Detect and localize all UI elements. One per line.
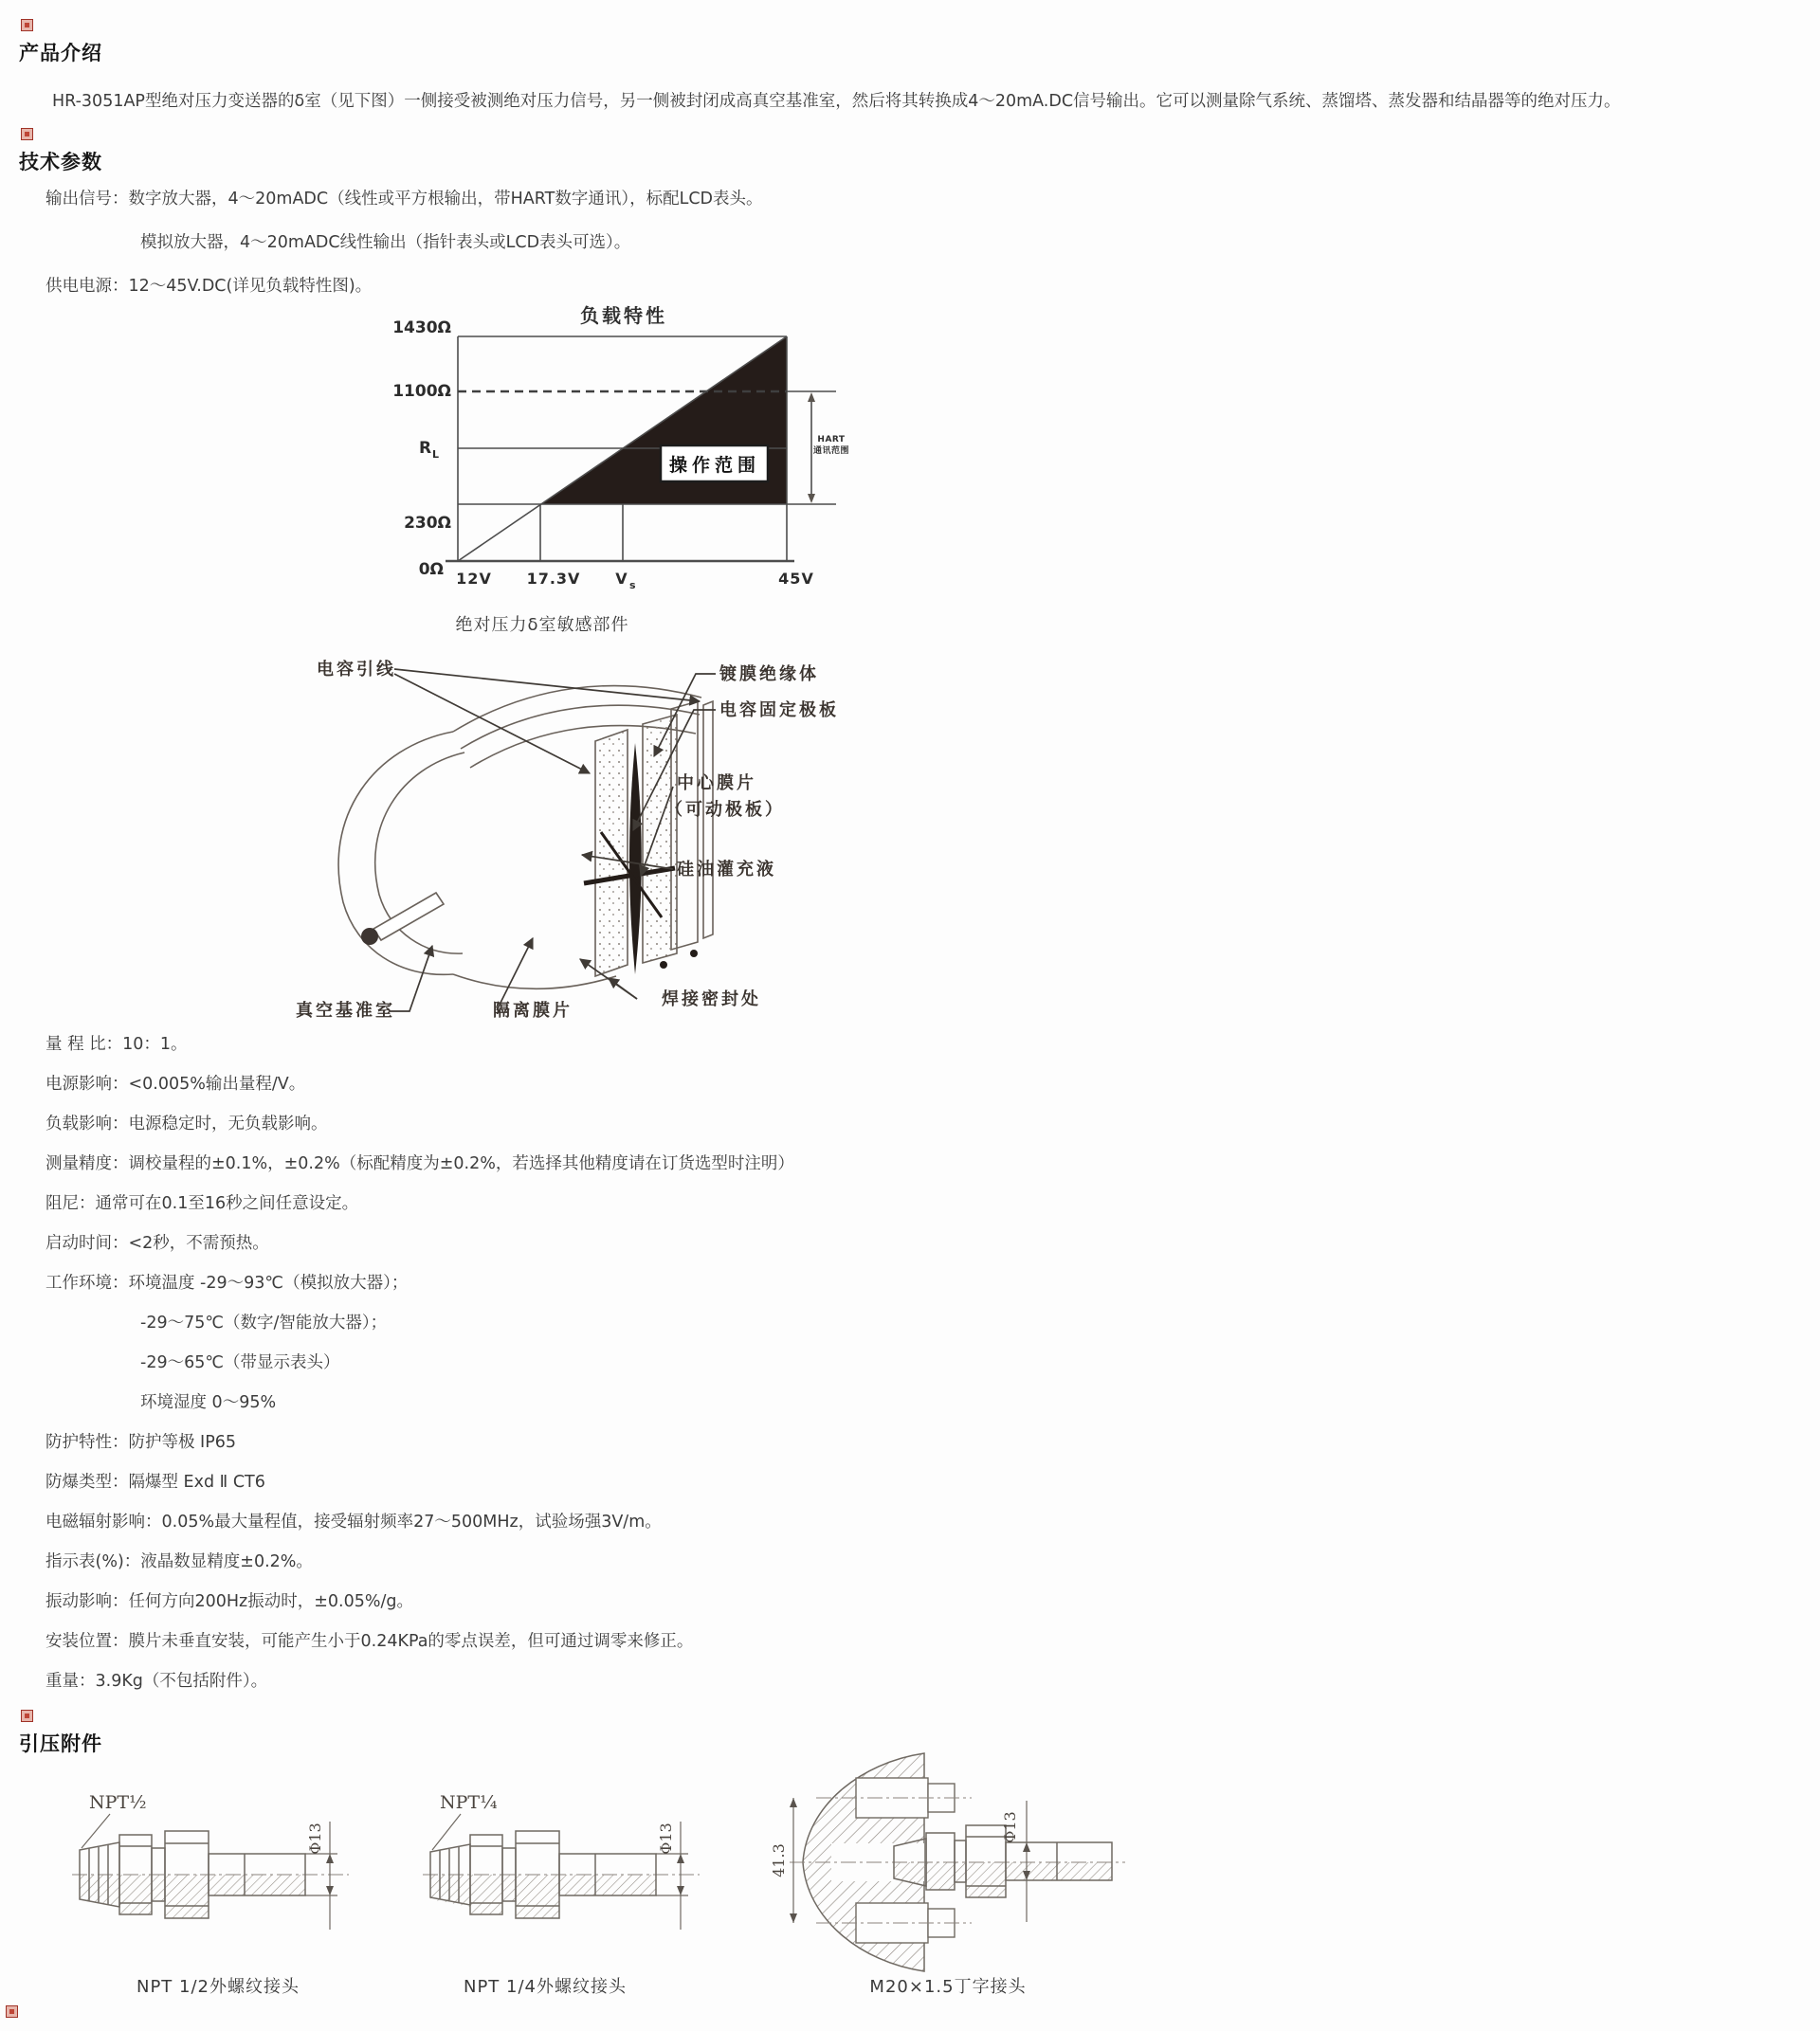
stem-tip xyxy=(361,928,378,945)
spec-line: 电源影响：<0.005%输出量程/V。 xyxy=(46,1075,306,1094)
fitting-drawing-npt14 xyxy=(417,1780,711,1965)
intro-heading: 产品介绍 xyxy=(19,42,102,64)
dim-arrow xyxy=(677,1886,684,1895)
dim-arrow xyxy=(326,1886,334,1895)
spec-line: 防护特性：防护等极 IP65 xyxy=(46,1433,237,1452)
chart-title: 负载特性 xyxy=(580,304,667,327)
label-vacuum-chamber: 真空基准室 xyxy=(296,1001,395,1021)
fitting-caption-npt14: NPT 1/4外螺纹接头 xyxy=(463,1977,627,1997)
ytick-rl-sub: L xyxy=(432,448,440,461)
sensor-diagram-caption: 绝对压力δ室敏感部件 xyxy=(455,615,629,635)
xtick-12v: 12V xyxy=(456,570,492,588)
dim-arrow xyxy=(1023,1842,1030,1852)
dim-arrow xyxy=(790,1798,797,1807)
xtick-vs-sub: s xyxy=(629,579,636,591)
spec-line: 安装位置：膜片未垂直安装，可能产生小于0.24KPa的零点误差，但可通过调零来修正。 xyxy=(46,1632,694,1651)
xtick-vs-base: V xyxy=(615,570,628,588)
label-center-diaphragm: 中心膜片 xyxy=(677,773,756,793)
fitting-caption-m20: M20×1.5丁字接头 xyxy=(869,1977,1027,1997)
red-bullet-icon xyxy=(21,1710,33,1722)
label-isolation-diaphragm: 隔离膜片 xyxy=(493,1001,573,1021)
intro-paragraph: HR-3051AP型绝对压力变送器的δ室（见下图）一侧接受被测绝对压力信号，另一侧被封闭成高真空基准室，然后将其转换成4～20mA.DC信号输出。它可以测量除气系统、蒸馏塔、蒸发器和结晶器等的绝对压力。 xyxy=(52,92,1621,111)
spec-line: 量 程 比：10：1。 xyxy=(46,1035,188,1054)
fitting-drawing-npt12 xyxy=(66,1780,360,1965)
ytick-0: 0Ω xyxy=(418,560,444,579)
center-diaphragm-shape xyxy=(629,743,642,974)
label-capacitor-lead: 电容引线 xyxy=(317,660,396,680)
thread-size-label: NPT¼ xyxy=(440,1792,498,1813)
hart-arrow-up xyxy=(808,392,815,402)
spec-line: 振动影响：任何方向200Hz振动时，±0.05%/g。 xyxy=(46,1592,414,1611)
section-hatch xyxy=(430,1875,656,1918)
label-fixed-plate: 电容固定极板 xyxy=(719,700,839,720)
ytick-rl-base: R xyxy=(419,439,432,458)
tech-output-line-2: 模拟放大器，4～20mADC线性输出（指针表头或LCD表头可选）。 xyxy=(140,233,631,252)
label-movable-plate: （可动极板） xyxy=(665,800,785,820)
fitting-caption-npt12: NPT 1/2外螺纹接头 xyxy=(136,1977,300,1997)
tech-heading: 技术参数 xyxy=(19,151,102,173)
hart-arrow-down xyxy=(808,494,815,503)
dim-arrow xyxy=(790,1913,797,1923)
spec-line: -29～65℃（带显示表头） xyxy=(140,1353,340,1372)
operating-range-label: 操作范围 xyxy=(668,455,761,476)
spec-line: 重量：3.9Kg（不包括附件）。 xyxy=(46,1672,268,1691)
label-leader xyxy=(82,1814,110,1848)
spec-line: 环境湿度 0～95% xyxy=(140,1393,277,1412)
dim-arrow xyxy=(677,1854,684,1863)
spec-line: 电磁辐射影响：0.05%最大量程值，接受辐射频率27～500MHz，试验场强3V/m。 xyxy=(46,1513,662,1532)
spec-line: 工作环境：环境温度 -29～93℃（模拟放大器）； xyxy=(46,1274,409,1293)
delta-chamber-diagram xyxy=(294,644,919,1024)
spec-line: 启动时间：<2秒，不需预热。 xyxy=(46,1234,269,1253)
spec-line: -29～75℃（数字/智能放大器）； xyxy=(140,1314,388,1333)
diameter-dim-label: Φ13 xyxy=(1001,1811,1019,1843)
fitting-drawing-m20 xyxy=(770,1746,1138,1978)
label-weld-seal: 焊接密封处 xyxy=(662,989,761,1009)
hart-label-1: HART xyxy=(817,435,846,444)
weld-dot xyxy=(690,950,698,957)
spec-line: 防爆类型：隔爆型 Exd Ⅱ CT6 xyxy=(46,1473,265,1492)
spec-line: 测量精度：调校量程的±0.1%，±0.2%（标配精度为±0.2%，若选择其他精度请在订货选型时注明） xyxy=(46,1154,794,1173)
fittings-heading: 引压附件 xyxy=(19,1732,102,1755)
diameter-dim-label: Φ13 xyxy=(306,1822,324,1855)
ytick-1100: 1100Ω xyxy=(392,382,451,401)
label-coated-insulator: 镀膜绝缘体 xyxy=(719,664,819,684)
diameter-dim-label: Φ13 xyxy=(657,1822,675,1855)
height-dim-label: 41.3 xyxy=(770,1843,788,1877)
ytick-230: 230Ω xyxy=(404,514,451,533)
ytick-1430: 1430Ω xyxy=(392,318,451,337)
section-hatch xyxy=(80,1875,305,1918)
red-bullet-icon xyxy=(6,2005,18,2018)
load-characteristic-chart xyxy=(370,294,863,621)
tech-power-line: 供电电源：12～45V.DC(详见负载特性图)。 xyxy=(46,277,373,296)
spec-line: 阻尼：通常可在0.1至16秒之间任意设定。 xyxy=(46,1194,359,1213)
thread-size-label: NPT½ xyxy=(89,1792,147,1813)
tech-output-line-1: 输出信号：数字放大器，4～20mADC（线性或平方根输出，带HART数字通讯），标配LCD表头。 xyxy=(46,190,763,209)
dim-arrow xyxy=(326,1854,334,1863)
red-bullet-icon xyxy=(21,19,33,31)
label-leader xyxy=(432,1814,461,1850)
spec-line: 负载影响：电源稳定时，无负载影响。 xyxy=(46,1115,328,1133)
red-bullet-icon xyxy=(21,128,33,140)
weld-dot xyxy=(660,961,667,969)
xtick-17v: 17.3V xyxy=(526,570,581,588)
sensor-body-outline xyxy=(338,686,713,989)
spec-line: 指示表(%)：液晶数显精度±0.2%。 xyxy=(46,1552,313,1571)
xtick-45v: 45V xyxy=(778,570,814,588)
spec-list xyxy=(46,1031,794,1708)
hart-label-2: 通讯范围 xyxy=(812,446,850,456)
label-silicone-oil: 硅油灌充液 xyxy=(677,860,776,879)
